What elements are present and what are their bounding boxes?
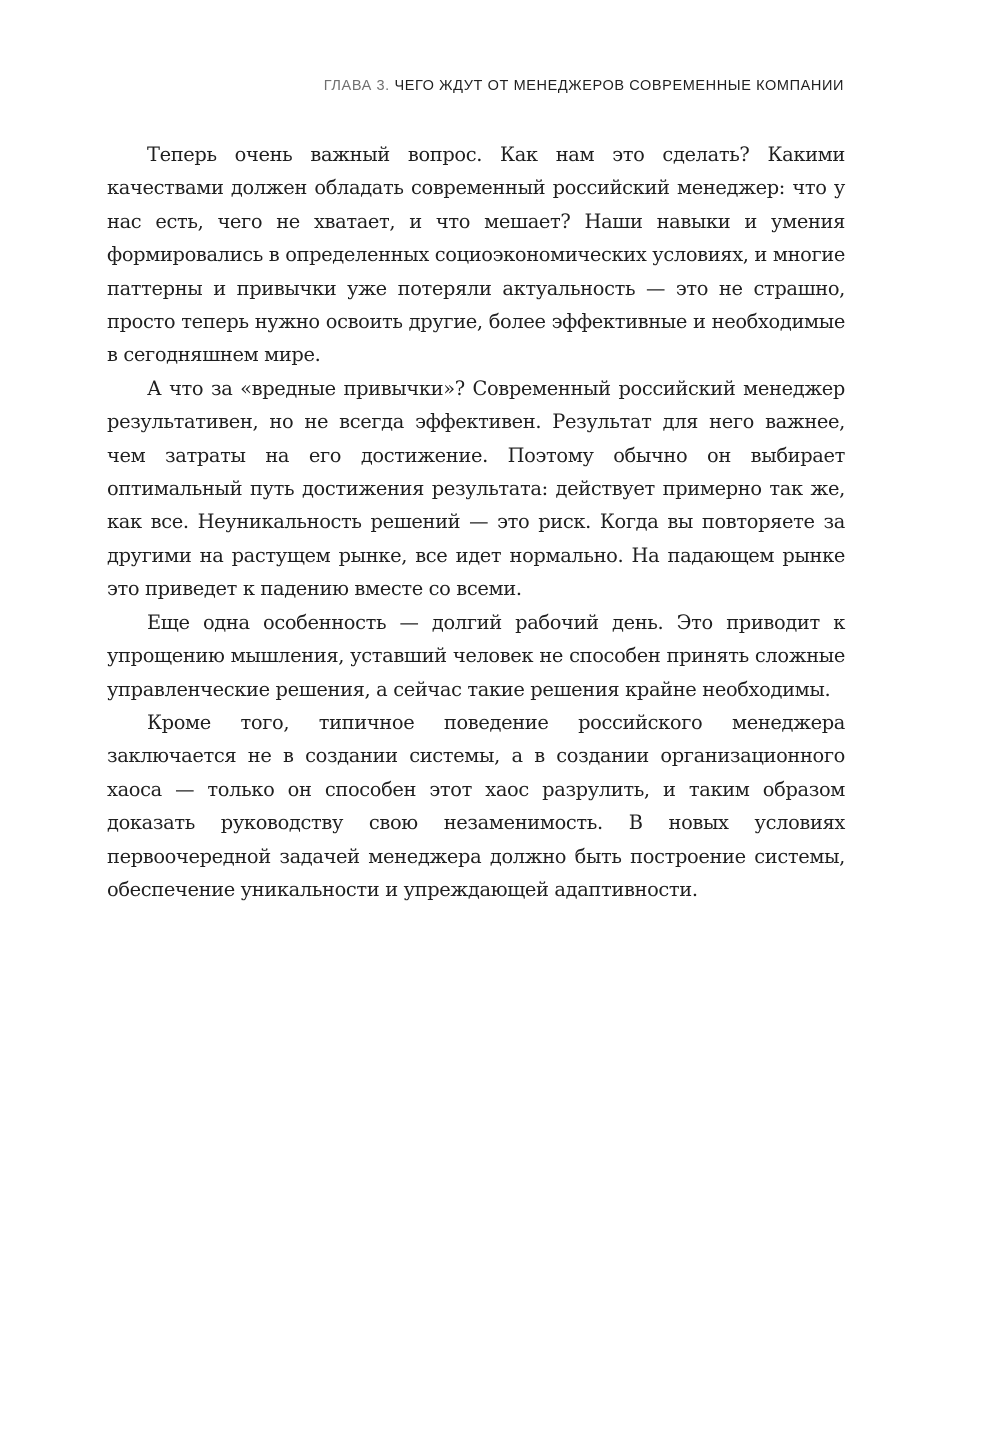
paragraph: Кроме того, типичное поведение российского менеджера заключается не в создании системы, а в создании организационного хаоса — только он способен этот хаос разрулить, и таким образом доказать руководству свою незаменимость. В новых условиях первоочередной задачей менеджера должно быть построение системы, обеспечение уникальности и упреждающей адаптивности. (107, 710, 845, 901)
chapter-label: ГЛАВА 3. (323, 78, 390, 94)
chapter-title: ЧЕГО ЖДУТ ОТ МЕНЕДЖЕРОВ СОВРЕМЕННЫЕ КОМПАНИИ (394, 78, 844, 94)
paragraph: А что за «вредные привычки»? Современный российский менеджер результативен, но не всегда эффективен. Результат для него важнее, чем затраты на его достижение. Поэтому обычно он выбирает оптимальный путь достижения результата: действует примерно так же, как все. Неуникальность решений — это риск. Когда вы повторяете за другими на растущем рынке, все идет нормально. На падающем рынке это приведет к падению вместе со всеми. (107, 376, 845, 601)
paragraph: Теперь очень важный вопрос. Как нам это сделать? Какими качествами должен обладать современный российский менеджер: что у нас есть, чего не хватает, и что мешает? Наши навыки и умения формировались в определенных социоэкономических условиях, и многие паттерны и привычки уже потеряли актуальность — это не страшно, просто теперь нужно освоить другие, более эффективные и необходимые в сегодняшнем мире. (107, 143, 845, 367)
body-text (107, 138, 845, 906)
running-header (324, 78, 844, 94)
paragraph: Еще одна особенность — долгий рабочий день. Это приводит к упрощению мышления, уставший человек не способен принять сложные управленческие решения, а сейчас такие решения крайне необходимы. (107, 610, 845, 701)
